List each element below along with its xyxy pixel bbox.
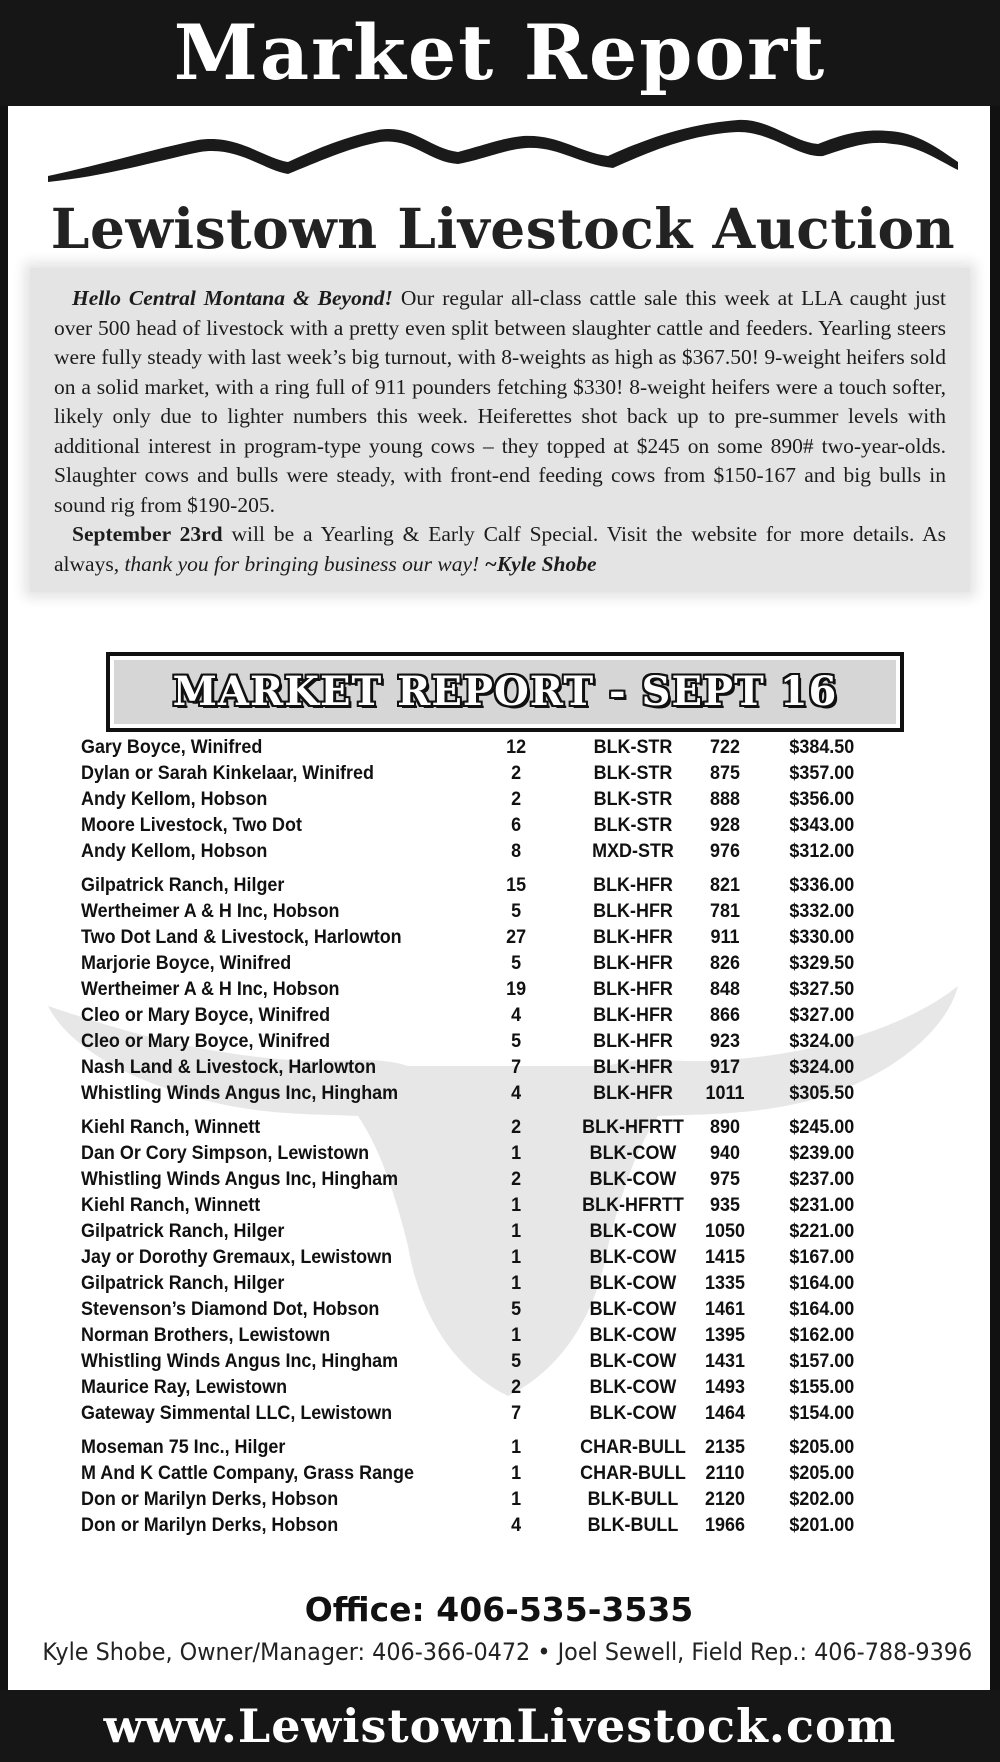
head-count: 2 (511, 1376, 522, 1398)
special-date: September 23rd (72, 522, 223, 546)
intro-body: Our regular all-class cattle sale this week at LLA caught just over 500 head of livestock with a pretty even split between slaughter cattle and feeders. Yearling steers were fully steady with last week’s big turnout, with 8-weights as high as $367.50! 9-weight heifers sold on a solid market, with a ring full of 911 pounders fetching $330! 8-weight heifers were a touch softer, likely only due to lighter numbers this week. Heiferettes shot back up to pre-summer levels with additional interest in program-type young cows – they topped at $245 on some 890# two-year-olds. Slaughter cows and bulls were steady, with front-end feeding cows from $150-167 and big bulls in sound rig from $190-205. (54, 286, 946, 517)
consignor-name: Gilpatrick Ranch, Hilger (81, 1272, 285, 1294)
consignor-name: Don or Marilyn Derks, Hobson (81, 1488, 339, 1510)
sale-price: $205.00 (789, 1436, 855, 1458)
consignor-name: Don or Marilyn Derks, Hobson (81, 1514, 339, 1536)
avg-weight: 923 (710, 1030, 740, 1052)
cattle-type: CHAR-BULL (580, 1436, 686, 1458)
table-row (81, 1270, 909, 1296)
avg-weight: 875 (710, 762, 740, 784)
avg-weight: 866 (710, 1004, 740, 1026)
table-row (81, 812, 909, 838)
avg-weight: 917 (710, 1056, 740, 1078)
table-row (81, 786, 909, 812)
consignor-name: Moore Livestock, Two Dot (81, 814, 302, 836)
sales-table (81, 734, 911, 1546)
report-heading: MARKET REPORT - SEPT 16 (172, 668, 838, 715)
table-row (81, 1322, 909, 1348)
consignor-name: Whistling Winds Angus Inc, Hingham (81, 1082, 399, 1104)
cattle-type: MXD-STR (592, 840, 674, 862)
cattle-type: BLK-COW (589, 1246, 677, 1268)
head-count: 8 (511, 840, 522, 862)
head-count: 5 (511, 1030, 522, 1052)
avg-weight: 911 (710, 926, 740, 948)
sale-price: $164.00 (789, 1272, 855, 1294)
cattle-type: BLK-HFR (593, 952, 673, 974)
avg-weight: 890 (710, 1116, 740, 1138)
sale-price: $221.00 (789, 1220, 855, 1242)
avg-weight: 975 (710, 1168, 740, 1190)
sale-price: $162.00 (789, 1324, 855, 1346)
sale-price: $237.00 (789, 1168, 855, 1190)
table-row (81, 1166, 909, 1192)
avg-weight: 1011 (705, 1082, 745, 1104)
sale-price: $305.50 (789, 1082, 855, 1104)
sale-price: $164.00 (789, 1298, 855, 1320)
cattle-type: BLK-COW (589, 1402, 677, 1424)
table-row (81, 950, 909, 976)
table-row (81, 976, 909, 1002)
sale-price: $330.00 (789, 926, 855, 948)
signature: ~Kyle Shobe (479, 551, 597, 576)
table-row (81, 1486, 909, 1512)
consignor-name: Gateway Simmental LLC, Lewistown (81, 1402, 393, 1424)
sale-price: $231.00 (789, 1194, 855, 1216)
cattle-type: BLK-BULL (587, 1514, 679, 1536)
sale-price: $201.00 (789, 1514, 855, 1536)
sale-price: $167.00 (789, 1246, 855, 1268)
head-count: 6 (511, 814, 522, 836)
table-row (81, 1348, 909, 1374)
table-row (81, 1460, 909, 1486)
head-count: 2 (511, 1168, 522, 1190)
sale-price: $336.00 (789, 874, 855, 896)
sales-group (81, 1114, 911, 1426)
intro-box (30, 268, 970, 592)
consignor-name: Marjorie Boyce, Winifred (81, 952, 292, 974)
avg-weight: 2110 (705, 1462, 745, 1484)
cattle-type: BLK-HFR (593, 978, 673, 1000)
avg-weight: 1050 (705, 1220, 745, 1242)
head-count: 1 (511, 1220, 522, 1242)
sale-price: $384.50 (789, 736, 855, 758)
avg-weight: 940 (710, 1142, 740, 1164)
avg-weight: 1335 (705, 1272, 745, 1294)
cattle-type: BLK-COW (589, 1220, 677, 1242)
consignor-name: Stevenson’s Diamond Dot, Hobson (81, 1298, 380, 1320)
avg-weight: 826 (710, 952, 740, 974)
avg-weight: 1493 (705, 1376, 745, 1398)
table-row (81, 1114, 909, 1140)
intro-paragraph (30, 268, 970, 520)
head-count: 27 (506, 926, 527, 948)
head-count: 4 (511, 1514, 522, 1536)
sale-price: $245.00 (789, 1116, 855, 1138)
avg-weight: 1395 (705, 1324, 745, 1346)
head-count: 4 (511, 1004, 522, 1026)
sale-price: $327.00 (789, 1004, 855, 1026)
report-panel (8, 106, 990, 1690)
avg-weight: 935 (710, 1194, 740, 1216)
sale-price: $357.00 (789, 762, 855, 784)
website-link[interactable]: www.LewistownLivestock.com (103, 1699, 897, 1753)
table-row (81, 1080, 909, 1106)
consignor-name: Dylan or Sarah Kinkelaar, Winifred (81, 762, 374, 784)
table-row (81, 1400, 909, 1426)
head-count: 15 (506, 874, 527, 896)
sale-price: $327.50 (789, 978, 855, 1000)
table-row (81, 924, 909, 950)
cattle-type: CHAR-BULL (580, 1462, 686, 1484)
sale-price: $356.00 (789, 788, 855, 810)
consignor-name: Cleo or Mary Boyce, Winifred (81, 1030, 331, 1052)
mountain-range-icon (48, 118, 958, 188)
head-count: 1 (511, 1324, 522, 1346)
table-row (81, 1244, 909, 1270)
logo-title: Lewistown Livestock Auction (50, 196, 956, 261)
avg-weight: 976 (710, 840, 740, 862)
contacts-line: Kyle Shobe, Owner/Manager: 406-366-0472 • Joel Sewell, Field Rep.: 406-788-9396 (42, 1638, 973, 1666)
intro-greeting: Hello Central Montana & Beyond! (72, 286, 393, 310)
cattle-type: BLK-STR (593, 736, 673, 758)
head-count: 5 (511, 900, 522, 922)
cattle-type: BLK-COW (589, 1142, 677, 1164)
consignor-name: Kiehl Ranch, Winnett (81, 1116, 261, 1138)
head-count: 1 (511, 1142, 522, 1164)
sale-price: $324.00 (789, 1030, 855, 1052)
cattle-type: BLK-STR (593, 788, 673, 810)
office-phone: Office: 406-535-3535 (304, 1590, 694, 1629)
cattle-type: BLK-HFR (593, 900, 673, 922)
table-row (81, 1218, 909, 1244)
head-count: 7 (511, 1402, 522, 1424)
consignor-name: Whistling Winds Angus Inc, Hingham (81, 1168, 399, 1190)
sale-price: $329.50 (789, 952, 855, 974)
consignor-name: Gilpatrick Ranch, Hilger (81, 1220, 285, 1242)
table-row (81, 1140, 909, 1166)
cattle-type: BLK-COW (589, 1298, 677, 1320)
consignor-name: Moseman 75 Inc., Hilger (81, 1436, 286, 1458)
cattle-type: BLK-HFRTT (582, 1116, 684, 1138)
head-count: 1 (511, 1246, 522, 1268)
consignor-name: Kiehl Ranch, Winnett (81, 1194, 261, 1216)
sale-price: $343.00 (789, 814, 855, 836)
head-count: 1 (511, 1488, 522, 1510)
avg-weight: 848 (710, 978, 740, 1000)
avg-weight: 722 (710, 736, 740, 758)
cattle-type: BLK-HFR (593, 1082, 673, 1104)
cattle-type: BLK-COW (589, 1376, 677, 1398)
consignor-name: Jay or Dorothy Gremaux, Lewistown (81, 1246, 393, 1268)
table-row (81, 1054, 909, 1080)
cattle-type: BLK-HFR (593, 874, 673, 896)
head-count: 2 (511, 1116, 522, 1138)
sale-price: $239.00 (789, 1142, 855, 1164)
table-row (81, 898, 909, 924)
head-count: 2 (511, 762, 522, 784)
sale-price: $312.00 (789, 840, 855, 862)
head-count: 1 (511, 1462, 522, 1484)
cattle-type: BLK-BULL (587, 1488, 679, 1510)
cattle-type: BLK-COW (589, 1324, 677, 1346)
sale-price: $157.00 (789, 1350, 855, 1372)
cattle-type: BLK-STR (593, 762, 673, 784)
consignor-name: Maurice Ray, Lewistown (81, 1376, 288, 1398)
head-count: 5 (511, 1298, 522, 1320)
table-row (81, 760, 909, 786)
report-heading-inner (114, 660, 896, 724)
avg-weight: 781 (710, 900, 740, 922)
consignor-name: Andy Kellom, Hobson (81, 788, 268, 810)
avg-weight: 1461 (705, 1298, 745, 1320)
bottom-banner (0, 1690, 1000, 1762)
sale-price: $332.00 (789, 900, 855, 922)
cattle-type: BLK-COW (589, 1272, 677, 1294)
head-count: 2 (511, 788, 522, 810)
table-row (81, 872, 909, 898)
head-count: 7 (511, 1056, 522, 1078)
head-count: 1 (511, 1194, 522, 1216)
cattle-type: BLK-HFR (593, 1004, 673, 1026)
sales-group (81, 872, 911, 1106)
sale-price: $155.00 (789, 1376, 855, 1398)
table-row (81, 1002, 909, 1028)
avg-weight: 821 (710, 874, 740, 896)
cattle-type: BLK-STR (593, 814, 673, 836)
cattle-type: BLK-HFR (593, 1056, 673, 1078)
avg-weight: 888 (710, 788, 740, 810)
table-row (81, 1296, 909, 1322)
head-count: 5 (511, 952, 522, 974)
consignor-name: Gary Boyce, Winifred (81, 736, 263, 758)
table-row (81, 1192, 909, 1218)
avg-weight: 2135 (705, 1436, 745, 1458)
consignor-name: Cleo or Mary Boyce, Winifred (81, 1004, 331, 1026)
head-count: 1 (511, 1436, 522, 1458)
head-count: 4 (511, 1082, 522, 1104)
sale-price: $205.00 (789, 1462, 855, 1484)
head-count: 5 (511, 1350, 522, 1372)
cattle-type: BLK-HFR (593, 926, 673, 948)
consignor-name: Norman Brothers, Lewistown (81, 1324, 331, 1346)
avg-weight: 1431 (705, 1350, 745, 1372)
closing-text: thank you for bringing business our way! (124, 551, 480, 576)
consignor-name: Andy Kellom, Hobson (81, 840, 268, 862)
consignor-name: Whistling Winds Angus Inc, Hingham (81, 1350, 399, 1372)
avg-weight: 1415 (705, 1246, 745, 1268)
table-row (81, 734, 909, 760)
head-count: 19 (506, 978, 527, 1000)
avg-weight: 2120 (705, 1488, 745, 1510)
table-row (81, 1512, 909, 1538)
consignor-name: Two Dot Land & Livestock, Harlowton (81, 926, 402, 948)
cattle-type: BLK-COW (589, 1168, 677, 1190)
page-title: Market Report (173, 8, 827, 97)
avg-weight: 1966 (705, 1514, 745, 1536)
sale-price: $324.00 (789, 1056, 855, 1078)
sale-price: $202.00 (789, 1488, 855, 1510)
sales-group (81, 1434, 911, 1538)
consignor-name: Wertheimer A & H Inc, Hobson (81, 900, 340, 922)
consignor-name: Wertheimer A & H Inc, Hobson (81, 978, 340, 1000)
cattle-type: BLK-HFR (593, 1030, 673, 1052)
avg-weight: 1464 (705, 1402, 745, 1424)
head-count: 1 (511, 1272, 522, 1294)
head-count: 12 (506, 736, 527, 758)
logo (38, 118, 968, 268)
table-row (81, 1434, 909, 1460)
table-row (81, 838, 909, 864)
consignor-name: M And K Cattle Company, Grass Range (81, 1462, 414, 1484)
cattle-type: BLK-HFRTT (582, 1194, 684, 1216)
sales-group (81, 734, 911, 864)
special-text: will be a Yearling & Early Calf Special. Visit the website for more details. As always, (54, 522, 946, 576)
consignor-name: Gilpatrick Ranch, Hilger (81, 874, 285, 896)
consignor-name: Nash Land & Livestock, Harlowton (81, 1056, 377, 1078)
report-heading-box (106, 652, 904, 732)
avg-weight: 928 (710, 814, 740, 836)
table-row (81, 1028, 909, 1054)
top-banner (0, 0, 1000, 106)
sale-price: $154.00 (789, 1402, 855, 1424)
table-row (81, 1374, 909, 1400)
cattle-type: BLK-COW (589, 1350, 677, 1372)
intro-paragraph-2 (30, 520, 970, 579)
consignor-name: Dan Or Cory Simpson, Lewistown (81, 1142, 370, 1164)
